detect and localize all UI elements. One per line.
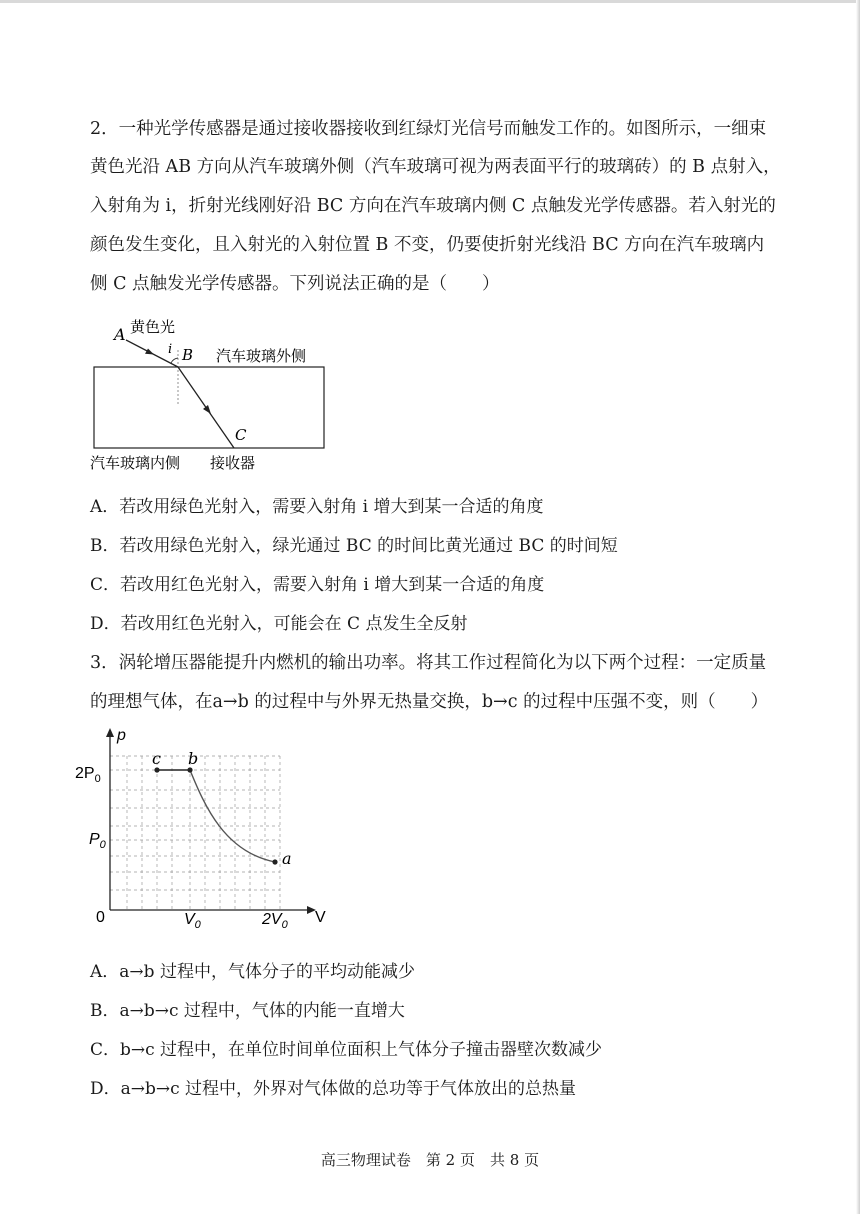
angle-i-label: i	[168, 342, 173, 357]
question-2-line-4: 颜色发生变化，且入射光的入射位置 B 不变，仍要使折射光线沿 BC 方向在汽车玻璃内	[90, 235, 765, 255]
question-3-option-a[interactable]: A．a→b 过程中，气体分子的平均动能减少	[90, 962, 415, 982]
question-3-line-2: 的理想气体，在a→b 的过程中与外界无热量交换，b→c 的过程中压强不变，则（ ）	[90, 692, 769, 712]
outer-side-label: 汽车玻璃外侧	[216, 347, 307, 365]
x-tick-v0	[184, 911, 202, 931]
y-tick-2p0-subscript: 0	[94, 773, 101, 785]
y-tick-2p0-main: 2P	[75, 765, 95, 782]
point-b-label: B	[182, 346, 194, 364]
refracted-arrow	[203, 405, 211, 414]
x-tick-v0-main: V	[184, 911, 195, 928]
question-3-option-b[interactable]: B．a→b→c 过程中，气体的内能一直增大	[90, 1001, 405, 1021]
glass-slab	[94, 367, 324, 448]
y-tick-p0-main: P	[89, 831, 100, 848]
question-2-line-1: 2．一种光学传感器是通过接收器接收到红绿灯光信号而触发工作的。如图所示，一细束	[90, 119, 767, 139]
glass-refraction-svg	[80, 310, 350, 480]
question-2-line-2: 黄色光沿 AB 方向从汽车玻璃外侧（汽车玻璃可视为两表面平行的玻璃砖）的 B 点射入，	[90, 157, 781, 177]
y-tick-p0-subscript: 0	[99, 839, 106, 851]
point-c-dot	[154, 767, 159, 772]
y-tick-p0	[89, 831, 107, 851]
pv-diagram-figure	[70, 722, 340, 932]
point-b-label: b	[188, 749, 199, 768]
question-3-line-1: 3．涡轮增压器能提升内燃机的输出功率。将其工作过程简化为以下两个过程：一定质量	[90, 653, 767, 673]
point-a-label: A	[114, 325, 126, 344]
origin-label: 0	[96, 909, 105, 926]
pv-diagram-svg	[70, 722, 340, 932]
scan-edge-right	[856, 0, 860, 1214]
y-tick-2p0	[75, 765, 101, 785]
question-3-option-c[interactable]: C．b→c 过程中，在单位时间单位面积上气体分子撞击器壁次数减少	[90, 1040, 603, 1060]
x-tick-2v0-subscript: 0	[281, 919, 288, 931]
x-tick-2v0	[261, 911, 289, 931]
scan-edge-top	[0, 0, 860, 3]
glass-refraction-figure	[80, 310, 350, 480]
inner-side-label: 汽车玻璃内侧	[90, 454, 181, 472]
point-a-label: a	[282, 849, 292, 868]
question-2-option-d[interactable]: D．若改用红色光射入，可能会在 C 点发生全反射	[90, 614, 468, 634]
page-footer: 高三物理试卷 第 2 页 共 8 页	[320, 1151, 540, 1169]
v-axis-label: V	[315, 909, 326, 926]
x-tick-2v0-main: 2V	[262, 911, 282, 928]
point-c-label: C	[235, 426, 247, 444]
yellow-light-label: 黄色光	[130, 318, 176, 336]
receiver-label: 接收器	[210, 454, 256, 472]
p-axis-label: p	[117, 727, 126, 744]
question-2-option-c[interactable]: C．若改用红色光射入，需要入射角 i 增大到某一合适的角度	[90, 575, 545, 595]
point-a-dot	[272, 859, 277, 864]
question-2-option-a[interactable]: A．若改用绿色光射入，需要入射角 i 增大到某一合适的角度	[90, 497, 544, 517]
point-c-label: c	[152, 749, 161, 768]
incident-arrow	[145, 349, 154, 355]
question-2-line-3: 入射角为 i，折射光线刚好沿 BC 方向在汽车玻璃内侧 C 点触发光学传感器。若入射光的	[90, 196, 776, 216]
point-b-dot	[187, 767, 192, 772]
question-2-line-5: 侧 C 点触发光学传感器。下列说法正确的是（ ）	[90, 274, 500, 294]
x-tick-v0-subscript: 0	[194, 919, 201, 931]
question-3-option-d[interactable]: D．a→b→c 过程中，外界对气体做的总功等于气体放出的总热量	[90, 1079, 577, 1099]
angle-i-arc	[171, 358, 178, 363]
pv-grid	[110, 756, 280, 910]
question-2-option-b[interactable]: B．若改用绿色光射入，绿光通过 BC 的时间比黄光通过 BC 的时间短	[90, 536, 618, 556]
p-axis-arrow	[106, 728, 114, 737]
process-a-to-b-curve	[190, 770, 275, 862]
